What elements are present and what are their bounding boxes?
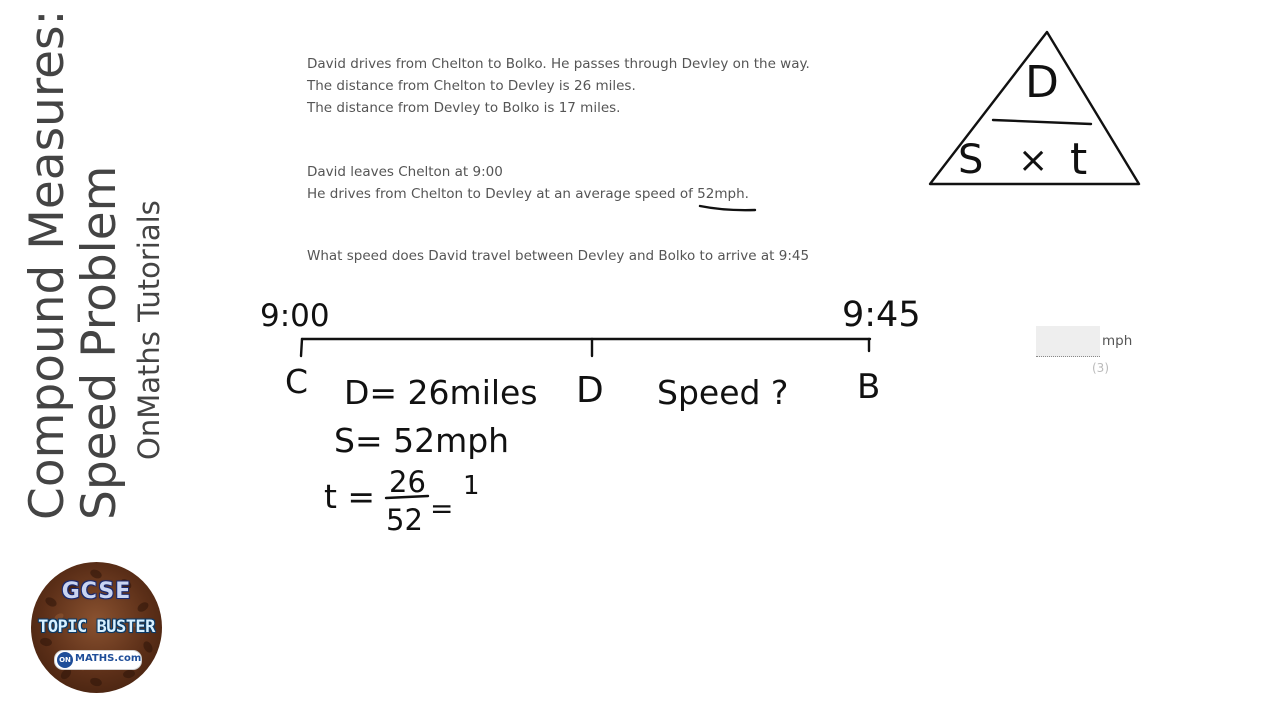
time-lhs: t = <box>324 477 376 516</box>
onmaths-on-circle: ON <box>57 652 73 668</box>
question-line: He drives from Chelton to Devley at an average speed of 52mph. <box>307 186 749 202</box>
triangle-left-label: S <box>958 137 984 183</box>
logo-gcse-text: GCSE <box>61 579 132 604</box>
segment1-label: D= 26miles <box>344 373 538 412</box>
point-c: C <box>285 362 309 401</box>
logo-topic-buster-text: TOPIC BUSTER <box>38 617 155 637</box>
triangle-right-label: t <box>1070 134 1088 185</box>
question-prompt: What speed does David travel between Devley and Bolko to arrive at 9:45 <box>307 248 810 264</box>
segment2-label: Speed ? <box>657 373 789 412</box>
question-line: The distance from Devley to Bolko is 17 miles. <box>307 100 621 116</box>
question-line: David drives from Chelton to Bolko. He passes through Devley on the way. <box>307 56 810 72</box>
start-time: 9:00 <box>260 298 330 334</box>
question-line: The distance from Chelton to Devley is 26 miles. <box>307 78 636 94</box>
onmaths-badge <box>54 650 142 670</box>
time-numerator: 26 <box>389 465 426 499</box>
triangle-divider <box>993 120 1091 124</box>
subtitle: OnMaths Tutorials <box>132 200 166 460</box>
speed-working: S= 52mph <box>334 421 510 460</box>
point-d: D <box>576 370 604 411</box>
marks-label: (3) <box>1092 361 1109 375</box>
time-partial-result: 1 <box>463 471 480 501</box>
point-b: B <box>857 367 881 407</box>
title-line-1: Compound Measures: <box>20 9 75 520</box>
underline-mark <box>700 206 755 210</box>
answer-unit: mph <box>1102 333 1133 349</box>
time-equals: = <box>430 492 454 525</box>
time-denominator: 52 <box>386 503 423 537</box>
end-time: 9:45 <box>842 295 921 335</box>
title-line-2: Speed Problem <box>72 165 127 520</box>
onmaths-text: MATHS.com <box>75 653 142 664</box>
triangle-middle-label: × <box>1018 140 1049 181</box>
tick-c <box>301 339 302 356</box>
triangle-top-label: D <box>1025 57 1059 108</box>
gcse-topic-buster-logo <box>31 562 162 693</box>
question-line: David leaves Chelton at 9:00 <box>307 164 503 180</box>
